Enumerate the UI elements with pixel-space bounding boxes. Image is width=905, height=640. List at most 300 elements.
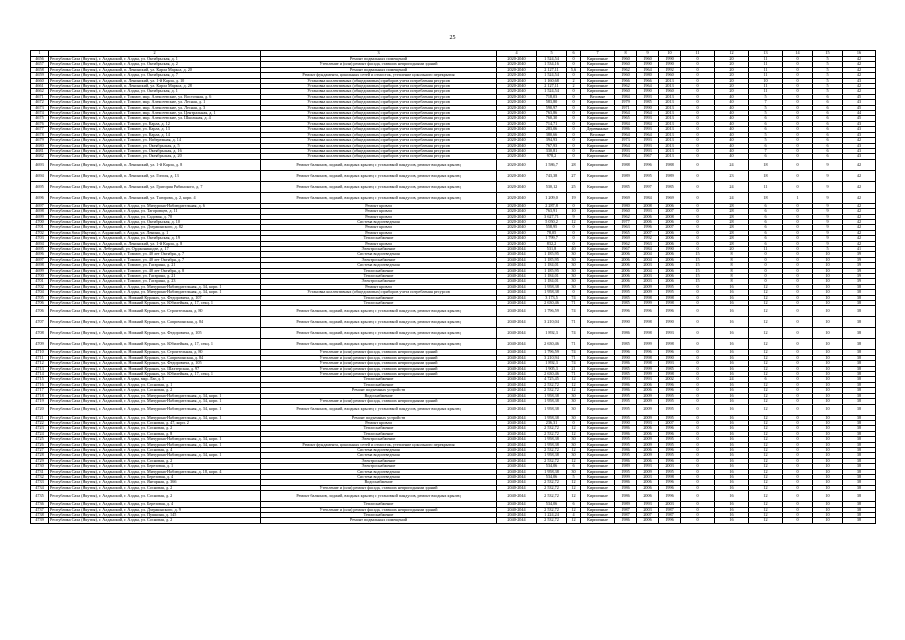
row-number: 4699 [31, 214, 49, 219]
col15-cell: 10 [813, 415, 843, 420]
row-number: 4724 [31, 431, 49, 436]
cost-cell: 3 173,5 [537, 295, 567, 300]
col15-cell: 9 [813, 214, 843, 219]
period-cell: 2040-2044 [497, 279, 537, 284]
work-type-cell: Установка коллективных (общедомовых) приборов учета потребления ресурсов [261, 127, 497, 132]
work-type-cell: Установка коллективных (общедомовых) приборов учета потребления ресурсов [261, 138, 497, 143]
address-cell: Республика Саха (Якутия), г. Алданский, г. Алдан, ул. Сосновая, д. 2 [49, 491, 261, 502]
address-cell: Республика Саха (Якутия), г. Алданский, г. Алдан, ул. Мичурина-Наблюдательная, д. 34, корп. 1 [49, 453, 261, 458]
wall-material-cell: Кирпичные [581, 491, 615, 502]
col13-cell: 0 [749, 268, 783, 273]
col6-cell: 19 [567, 192, 581, 203]
wall-material-cell: Кирпичные [581, 372, 615, 377]
cost-cell: 583,80 [537, 100, 567, 105]
row-number: 4675 [31, 116, 49, 121]
wall-material-cell: Кирпичные [581, 518, 615, 523]
work-type-cell: Система водоотведения [261, 219, 497, 224]
col6-cell: 71 [567, 355, 581, 360]
year-repair-cell: 2006 [659, 263, 681, 268]
wall-material-cell: Кирпичные [581, 393, 615, 398]
year-cell: 1996 [637, 306, 659, 317]
row-number: 4706 [31, 306, 49, 317]
column-number: 4 [497, 51, 537, 57]
year-cell: 1993 [637, 148, 659, 153]
wall-material-cell: Кирпичные [581, 404, 615, 415]
work-type-cell: Ремонт балконов, лоджий, входных крылец с установкой пандусов, ремонт входных крылец [261, 181, 497, 192]
work-type-cell: Ремонт кровли [261, 203, 497, 208]
row-number: 4656 [31, 57, 49, 62]
period-cell: 2040-2044 [497, 263, 537, 268]
col13-cell: 6 [749, 154, 783, 159]
year-built-cell: 1960 [615, 73, 637, 78]
period-cell: 2040-2044 [497, 306, 537, 317]
work-type-cell: Утепление и (или) ремонт фасада, ставших непригодными зданий [261, 366, 497, 371]
col11-cell: 0 [681, 181, 715, 192]
col16-cell: 43 [843, 78, 876, 83]
period-cell: 2040-2044 [497, 458, 537, 463]
year-repair-cell: 1996 [659, 382, 681, 387]
col15-cell: 10 [813, 268, 843, 273]
address-cell: Республика Саха (Якутия), г. Алданский, г. Алдан, ул. Сосновая, д. 47, корп. 2 [49, 420, 261, 425]
wall-material-cell: Кирпичные [581, 138, 615, 143]
col12-cell: 16 [715, 388, 749, 393]
year-repair-cell: 2013 [659, 132, 681, 137]
col16-cell: 43 [843, 121, 876, 126]
address-cell: Республика Саха (Якутия), г. Алданский, г. Томмот, мкр. Алексеевские, ул. Восточная, д. 6 [49, 94, 261, 99]
col6-cell: 30 [567, 279, 581, 284]
col15-cell: 10 [813, 328, 843, 339]
col13-cell: 7 [749, 100, 783, 105]
col6-cell: 21 [567, 366, 581, 371]
work-type-cell: Ремонт кровли [261, 209, 497, 214]
col16-cell: 38 [843, 474, 876, 479]
cost-cell: 1 209,0 [537, 192, 567, 203]
col11-cell: 0 [681, 366, 715, 371]
col11-cell: 0 [681, 209, 715, 214]
year-cell: 1995 [637, 170, 659, 181]
col11-cell: 0 [681, 377, 715, 382]
col14-cell: 0 [783, 372, 813, 377]
col16-cell: 38 [843, 507, 876, 512]
col14-cell: 0 [783, 301, 813, 306]
wall-material-cell: Кирпичные [581, 513, 615, 518]
col16-cell: 38 [843, 355, 876, 360]
col6-cell: 74 [567, 306, 581, 317]
col12-cell: 28 [715, 225, 749, 230]
period-cell: 2040-2044 [497, 350, 537, 355]
cost-cell: 2 532,72 [537, 491, 567, 502]
year-repair-cell: 1995 [659, 453, 681, 458]
cost-cell: 2 630,46 [537, 339, 567, 350]
col16-cell: 38 [843, 447, 876, 452]
col11-cell: 0 [681, 404, 715, 415]
period-cell: 2040-2044 [497, 301, 537, 306]
row-number: 4707 [31, 317, 49, 328]
col6-cell: 0 [567, 154, 581, 159]
col15-cell: 9 [813, 159, 843, 170]
year-repair-cell: 2006 [659, 241, 681, 246]
col12-cell: 16 [715, 518, 749, 523]
col14-cell: 0 [783, 377, 813, 382]
year-repair-cell: 1960 [659, 89, 681, 94]
col16-cell: 43 [843, 127, 876, 132]
wall-material-cell: Кирпичные [581, 78, 615, 83]
col11-cell: 15 [681, 252, 715, 257]
col15-cell: 6 [813, 111, 843, 116]
col16-cell: 38 [843, 458, 876, 463]
cost-cell: 3 210,04 [537, 317, 567, 328]
col12-cell: 8 [715, 263, 749, 268]
col12-cell: 16 [715, 317, 749, 328]
col14-cell: 0 [783, 170, 813, 181]
year-cell: 1993 [637, 138, 659, 143]
wall-material-cell: Кирпичные [581, 214, 615, 219]
year-built-cell: 1964 [615, 132, 637, 137]
col15-cell: 10 [813, 317, 843, 328]
wall-material-cell: Кирпичные [581, 350, 615, 355]
row-number: 4657 [31, 62, 49, 67]
year-built-cell: 1990 [615, 420, 637, 425]
column-number: 15 [813, 51, 843, 57]
cost-cell: 2 630,46 [537, 301, 567, 306]
col12-cell: 23 [715, 170, 749, 181]
col15-cell: 10 [813, 388, 843, 393]
wall-material-cell: Кирпичные [581, 437, 615, 442]
address-cell: Республика Саха (Якутия), г. Алданский, г. Алдан, ул. Пушкина, д. 145 [49, 513, 261, 518]
col6-cell: 30 [567, 442, 581, 447]
col13-cell: 6 [749, 214, 783, 219]
row-number: 4698 [31, 209, 49, 214]
period-cell: 2040-2044 [497, 437, 537, 442]
work-type-cell: Ремонт кровли [261, 420, 497, 425]
period-cell: 2020-2040 [497, 94, 537, 99]
col14-cell: 0 [783, 263, 813, 268]
col6-cell: 30 [567, 404, 581, 415]
col12-cell: 16 [715, 350, 749, 355]
year-built-cell: 1986 [615, 480, 637, 485]
wall-material-cell: Кирпичные [581, 236, 615, 241]
col15-cell: 10 [813, 290, 843, 295]
year-built-cell: 1993 [615, 377, 637, 382]
col13-cell: 0 [749, 274, 783, 279]
cost-cell: 1 958,38 [537, 290, 567, 295]
row-number: 4728 [31, 453, 49, 458]
col12-cell: 40 [715, 138, 749, 143]
col13-cell: 12 [749, 290, 783, 295]
work-type-cell: Система водоотведения [261, 252, 497, 257]
cost-cell: 1 905,3 [537, 366, 567, 371]
year-built-cell: 1960 [615, 209, 637, 214]
row-number: 4693 [31, 159, 49, 170]
work-type-cell: Установка коллективных (общедомовых) приборов учета потребления ресурсов [261, 143, 497, 148]
col13-cell: 12 [749, 474, 783, 479]
col11-cell: 15 [681, 279, 715, 284]
year-cell: 1964 [637, 67, 659, 72]
year-repair-cell: 2013 [659, 111, 681, 116]
year-cell: 1990 [637, 89, 659, 94]
col11-cell: 0 [681, 480, 715, 485]
col11-cell: 0 [681, 491, 715, 502]
col16-cell: 42 [843, 57, 876, 62]
year-cell: 2007 [637, 230, 659, 235]
address-cell: Республика Саха (Якутия), г. Алданский, п. Нижний Куранах, ул. Федоровича, д. 105 [49, 328, 261, 339]
wall-material-cell: Кирпичные [581, 328, 615, 339]
col11-cell: 0 [681, 241, 715, 246]
year-cell: 1999 [637, 372, 659, 377]
address-cell: Республика Саха (Якутия), г. Алданский, г. Алдан, ул. Янтарная, д. 366 [49, 480, 261, 485]
col16-cell: 42 [843, 214, 876, 219]
wall-material-cell: Кирпичные [581, 420, 615, 425]
cost-cell: 2 532,72 [537, 388, 567, 393]
year-cell: 2004 [637, 252, 659, 257]
col16-cell: 38 [843, 513, 876, 518]
period-cell: 2040-2044 [497, 366, 537, 371]
col12-cell: 20 [715, 84, 749, 89]
address-cell: Республика Саха (Якутия), г. Алданский, п. Ленинский, ул. Григория Рябинского, д. 7 [49, 181, 261, 192]
work-type-cell: Ремонт подвальных помещений [261, 57, 497, 62]
col16-cell: 38 [843, 377, 876, 382]
col16-cell: 43 [843, 100, 876, 105]
col15-cell: 10 [813, 284, 843, 289]
address-cell: Республика Саха (Якутия), г. Алданский, г. Алдан, ул. Сосновая, д. 2 [49, 388, 261, 393]
col14-cell: 0 [783, 89, 813, 94]
col14-cell: 0 [783, 94, 813, 99]
row-number: 4738 [31, 513, 49, 518]
col12-cell: 16 [715, 453, 749, 458]
address-cell: Республика Саха (Якутия), г. Алданский, г. Алдан, ул. Октябрьская, д. 19 [49, 236, 261, 241]
year-repair-cell: 1960 [659, 73, 681, 78]
work-type-cell: Электроснабжение [261, 437, 497, 442]
address-cell: Республика Саха (Якутия), г. Алданский, г. Томмот, ул. 40 лет Октября, д. 7 [49, 257, 261, 262]
address-cell: Республика Саха (Якутия), г. Алданский, г. Томмот, ул. Набережная, д. 14 [49, 138, 261, 143]
address-cell: Республика Саха (Якутия), г. Алданский, г. Алдан, ул. Мичурина-Наблюдательная, д. 34, корп. 1 [49, 284, 261, 289]
col12-cell: 8 [715, 279, 749, 284]
col12-cell: 28 [715, 209, 749, 214]
year-built-cell: 1985 [615, 366, 637, 371]
col15-cell: 9 [813, 209, 843, 214]
wall-material-cell: Кирпичные [581, 143, 615, 148]
col16-cell: 42 [843, 192, 876, 203]
year-repair-cell: 1998 [659, 474, 681, 479]
col15-cell: 9 [813, 225, 843, 230]
year-cell: 2006 [637, 480, 659, 485]
year-cell: 1998 [637, 295, 659, 300]
row-number: 4737 [31, 507, 49, 512]
period-cell: 2040-2044 [497, 469, 537, 474]
col11-cell: 0 [681, 431, 715, 436]
col13-cell: 11 [749, 73, 783, 78]
col16-cell: 38 [843, 464, 876, 469]
col14-cell: 0 [783, 209, 813, 214]
col6-cell: 30 [567, 469, 581, 474]
col16-cell: 38 [843, 469, 876, 474]
period-cell: 2020-2040 [497, 127, 537, 132]
row-number: 4698 [31, 263, 49, 268]
cost-cell: 1 958,38 [537, 399, 567, 404]
col16-cell: 45 [843, 94, 876, 99]
period-cell: 2020-2040 [497, 159, 537, 170]
col16-cell: 38 [843, 426, 876, 431]
cost-cell: 2 630,46 [537, 372, 567, 377]
year-cell: 1997 [637, 181, 659, 192]
year-repair-cell: 1987 [659, 507, 681, 512]
col11-cell: 0 [681, 399, 715, 404]
col14-cell: 0 [783, 236, 813, 241]
col15-cell: 10 [813, 507, 843, 512]
cost-cell: 2 532,72 [537, 426, 567, 431]
address-cell: Республика Саха (Якутия), г. Алданский, г. Томмот, мкр. Алексеевские, ул. Лесная, д. 1 [49, 100, 261, 105]
work-type-cell: Утепление и (или) ремонт фасада, ставших непригодными зданий [261, 372, 497, 377]
work-type-cell: Ремонт подъемных устройств [261, 415, 497, 420]
col12-cell: 16 [715, 355, 749, 360]
col6-cell: 0 [567, 230, 581, 235]
row-number: 4672 [31, 100, 49, 105]
wall-material-cell: Кирпичные [581, 192, 615, 203]
wall-material-cell: Весовые [581, 94, 615, 99]
work-type-cell: Установка коллективных (общедомовых) приборов учета потребления ресурсов [261, 116, 497, 121]
col16-cell: 38 [843, 415, 876, 420]
col16-cell: 38 [843, 284, 876, 289]
address-cell: Республика Саха (Якутия), г. Алданский, г. Алдан, ул. Мичурина-Наблюдательная, д. 34, корп. 1 [49, 404, 261, 415]
wall-material-cell: Кирпичные [581, 257, 615, 262]
col12-cell: 16 [715, 372, 749, 377]
year-repair-cell: 1996 [659, 306, 681, 317]
work-type-cell: Электроснабжение [261, 246, 497, 251]
year-repair-cell: 1996 [659, 431, 681, 436]
cost-cell: 978,2 [537, 154, 567, 159]
year-built-cell: 1995 [615, 393, 637, 398]
wall-material-cell: Кирпичные [581, 485, 615, 490]
col12-cell: 16 [715, 306, 749, 317]
year-cell: 2006 [637, 491, 659, 502]
cost-cell: 718,03 [537, 94, 567, 99]
col16-cell: 43 [843, 154, 876, 159]
col12-cell: 40 [715, 132, 749, 137]
year-cell: 1964 [637, 84, 659, 89]
year-repair-cell: 1996 [659, 491, 681, 502]
year-cell: 2009 [637, 469, 659, 474]
year-cell: 2003 [637, 279, 659, 284]
col15-cell: 10 [813, 382, 843, 387]
wall-material-cell: Кирпичные [581, 268, 615, 273]
wall-material-cell: Кирпичные [581, 116, 615, 121]
table-row [31, 181, 876, 192]
wall-material-cell: Кирпичные [581, 241, 615, 246]
col11-cell: 0 [681, 57, 715, 62]
col12-cell: 16 [715, 442, 749, 447]
col6-cell: 0 [567, 100, 581, 105]
col6-cell: 5,6 [567, 67, 581, 72]
col12-cell: 40 [715, 143, 749, 148]
year-built-cell: 1960 [615, 62, 637, 67]
year-repair-cell: 1998 [659, 295, 681, 300]
col14-cell: 0 [783, 78, 813, 83]
row-number: 4696 [31, 252, 49, 257]
address-cell: Республика Саха (Якутия), г. Алданский, г. Томмот, ул. Октябрьская, д. 20 [49, 154, 261, 159]
col16-cell: 42 [843, 138, 876, 143]
col11-cell: 0 [681, 203, 715, 208]
year-built-cell: 2006 [615, 268, 637, 273]
year-repair-cell: 2008 [659, 214, 681, 219]
cost-cell: 78,05 [537, 230, 567, 235]
col12-cell: 16 [715, 393, 749, 398]
row-number: 4719 [31, 399, 49, 404]
col13-cell: 12 [749, 301, 783, 306]
col6-cell: 12 [567, 382, 581, 387]
wall-material-cell: Кирпичные [581, 306, 615, 317]
col16-cell: 42 [843, 89, 876, 94]
year-repair-cell: 1995 [659, 404, 681, 415]
row-number: 4674 [31, 111, 49, 116]
work-type-cell: Ремонт подъемных устройств [261, 388, 497, 393]
col16-cell: 38 [843, 404, 876, 415]
col13-cell: 6 [749, 219, 783, 224]
col15-cell: 10 [813, 301, 843, 306]
col12-cell: 16 [715, 339, 749, 350]
period-cell: 2020-2040 [497, 170, 537, 181]
col14-cell: 0 [783, 447, 813, 452]
col16-cell: 45 [843, 116, 876, 121]
col6-cell: 0 [567, 116, 581, 121]
row-number: 4676 [31, 121, 49, 126]
col12-cell: 16 [715, 426, 749, 431]
col12-cell: 16 [715, 474, 749, 479]
wall-material-cell: Кирпичные [581, 105, 615, 110]
col13-cell: 5 [749, 132, 783, 137]
wall-material-cell: Кирпичные [581, 426, 615, 431]
col16-cell: 38 [843, 393, 876, 398]
period-cell: 2020-2040 [497, 181, 537, 192]
col13-cell: 12 [749, 361, 783, 366]
col12-cell: 40 [715, 121, 749, 126]
work-type-cell: Электроснабжение [261, 257, 497, 262]
year-repair-cell: 2013 [659, 154, 681, 159]
address-cell: Республика Саха (Якутия), г. Алданский, г. Томмот, ул. 40 лет Октября, д. 7 [49, 252, 261, 257]
col13-cell: 18 [749, 192, 783, 203]
col14-cell: 0 [783, 317, 813, 328]
wall-material-cell: Кирпичные [581, 279, 615, 284]
work-type-cell: Ремонт балконов, лоджий, входных крылец с установкой пандусов, ремонт входных крылец [261, 491, 497, 502]
col15-cell: 5 [813, 67, 843, 72]
col15-cell: 10 [813, 453, 843, 458]
column-number: 11 [681, 51, 715, 57]
address-cell: Республика Саха (Якутия), г. Алданский, п. Ленинский, ул. Тагирова, д. 2, корп. 4 [49, 192, 261, 203]
col15-cell: 5 [813, 57, 843, 62]
col16-cell: 42 [843, 241, 876, 246]
year-built-cell: 1995 [615, 290, 637, 295]
cost-cell: 4 725,45 [537, 377, 567, 382]
address-cell: Республика Саха (Якутия), г. Алданский, п. Нижний Куранах, ул. Юбилейная, д. 17, секц. 1 [49, 301, 261, 306]
period-cell: 2020-2040 [497, 143, 537, 148]
col15-cell: 10 [813, 252, 843, 257]
col15-cell: 10 [813, 513, 843, 518]
col11-cell: 0 [681, 78, 715, 83]
year-repair-cell: 1969 [659, 192, 681, 203]
col6-cell: 30 [567, 437, 581, 442]
column-number: 9 [637, 51, 659, 57]
col16-cell: 45 [843, 105, 876, 110]
col11-cell: 0 [681, 62, 715, 67]
work-type-cell: Ремонт балконов, лоджий, входных крылец с установкой пандусов, ремонт входных крылец [261, 192, 497, 203]
col12-cell: 40 [715, 105, 749, 110]
wall-material-cell: Кирпичные [581, 469, 615, 474]
col13-cell: 6 [749, 209, 783, 214]
col12-cell: 16 [715, 480, 749, 485]
address-cell: Республика Saха (Якутия), г. Алданский, г. Алдан, ул. Ленина, д. 1 [49, 230, 261, 235]
address-cell: Республика Саха (Якутия), г. Алданский, г. Алдан, ул. Мичурина-Наблюдательная, д. 34, корп. 1 [49, 442, 261, 447]
wall-material-cell: Деревянные [581, 127, 615, 132]
col16-cell: 39 [843, 274, 876, 279]
